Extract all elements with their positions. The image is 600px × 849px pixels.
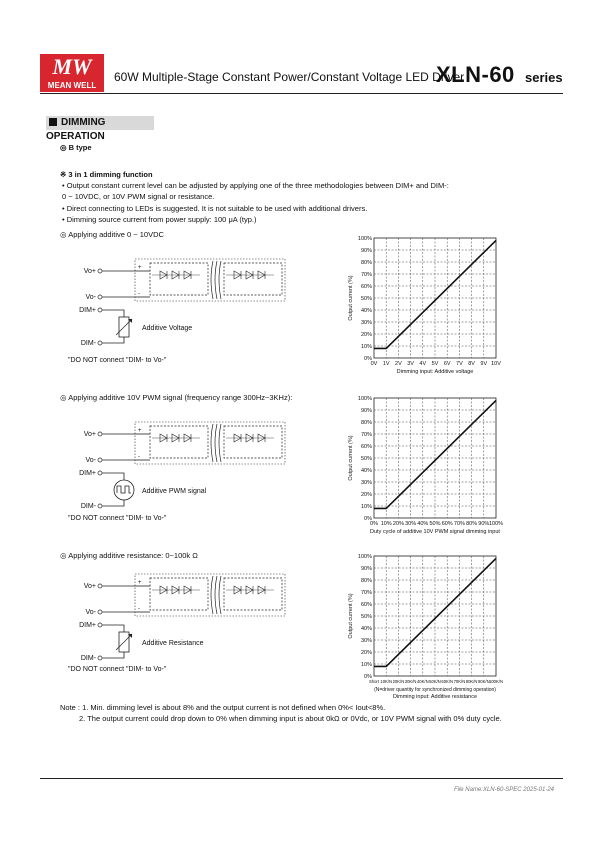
y-tick-label: 30% xyxy=(360,320,372,326)
minus-sign: - xyxy=(138,291,140,297)
vo-plus-label: Vo+ xyxy=(83,583,96,590)
dim-minus-terminal xyxy=(98,656,102,660)
x-tick-label: 1V xyxy=(382,361,390,367)
x-tick-label: 30% xyxy=(405,521,417,527)
plus-sign: + xyxy=(138,580,142,586)
x-tick-label: 3V xyxy=(407,361,414,367)
dim-minus-wire xyxy=(102,337,124,343)
x-tick-label: 60K/N xyxy=(441,679,454,684)
panel3-circuit xyxy=(60,570,300,665)
file-footer: File Name:XLN-60-SPEC 2025-01-24 xyxy=(453,787,554,793)
x-tick-label: 90% xyxy=(478,521,490,527)
y-tick-label: 60% xyxy=(360,602,372,608)
x-tick-label: 40K/N xyxy=(416,679,429,684)
header-rule xyxy=(40,93,563,94)
x-tick-label: 80% xyxy=(466,521,478,527)
x-tick-label: 30K/N xyxy=(404,679,417,684)
dim-plus-terminal xyxy=(98,623,102,627)
pwm-wave-icon xyxy=(117,486,131,493)
x-tick-label: 7V xyxy=(456,361,463,367)
break-mark-icon xyxy=(211,576,221,614)
vo-minus-terminal xyxy=(98,295,102,299)
logo-text: MEAN WELL xyxy=(47,81,97,90)
panel1-note: "DO NOT connect "DIM- to Vo-" xyxy=(68,357,167,364)
vo-plus-terminal xyxy=(98,584,102,588)
dim-minus-wire xyxy=(102,500,124,506)
y-tick-label: 0% xyxy=(364,516,372,522)
x-tick-label: 40% xyxy=(417,521,429,527)
dim-plus-label: DIM+ xyxy=(79,622,96,629)
y-axis-label: Output current (%) xyxy=(348,275,354,321)
source-label: Additive Resistance xyxy=(142,640,204,647)
x-tick-label: 20% xyxy=(392,521,404,527)
y-tick-label: 40% xyxy=(360,468,372,474)
y-tick-label: 60% xyxy=(360,444,372,450)
source-label: Additive Voltage xyxy=(142,325,193,332)
x-tick-label: 10K/N xyxy=(380,679,393,684)
y-tick-label: 90% xyxy=(360,248,372,254)
x-tick-label: 6V xyxy=(443,361,451,367)
dim-plus-label: DIM+ xyxy=(79,307,96,314)
x-tick-label: 50K/N xyxy=(429,679,441,684)
panel3-heading: ◎ Applying additive resistance: 0~100k Ω xyxy=(60,551,198,560)
y-tick-label: 30% xyxy=(360,480,372,486)
dim-minus-terminal xyxy=(98,341,102,345)
x-axis-label: Dimming input: Additive voltage xyxy=(396,369,474,375)
bullet-1: • Output constant current level can be adjusted by applying one of the three methodologies between DIM+ and DIM-: xyxy=(62,181,449,190)
x-tick-label: 80K/N xyxy=(465,679,478,684)
x-axis-note: (N=driver quantity for synchronized dimming operation) xyxy=(374,687,496,693)
x-tick-label: 0V xyxy=(370,361,378,367)
b-type-heading: ◎ B type xyxy=(60,143,92,152)
x-tick-label: 100% xyxy=(488,521,504,527)
vo-minus-label: Vo- xyxy=(85,609,96,616)
section-bullet-icon xyxy=(49,118,57,126)
logo-mark: MW xyxy=(52,54,92,79)
y-tick-label: 100% xyxy=(357,554,372,560)
y-tick-label: 70% xyxy=(360,590,372,596)
x-tick-label: 50% xyxy=(429,521,441,527)
vo-plus-label: Vo+ xyxy=(83,431,96,438)
plus-sign: + xyxy=(138,265,142,271)
panel1-circuit xyxy=(60,255,300,355)
y-axis-label: Output current (%) xyxy=(348,435,354,481)
panel2-circuit xyxy=(60,418,300,513)
panel1-heading: ◎ Applying additive 0 ~ 10VDC xyxy=(60,230,164,239)
y-axis-label: Output current (%) xyxy=(348,593,354,639)
y-tick-label: 10% xyxy=(360,504,372,510)
break-mark-icon xyxy=(211,261,221,299)
series-label: series xyxy=(525,70,563,85)
dim-minus-terminal xyxy=(98,504,102,508)
y-tick-label: 20% xyxy=(360,492,372,498)
dim-plus-wire xyxy=(102,310,124,317)
y-tick-label: 20% xyxy=(360,650,372,656)
x-tick-label: 0% xyxy=(370,521,378,527)
vo-plus-terminal xyxy=(98,269,102,273)
panel1-chart xyxy=(330,230,520,382)
y-tick-label: 90% xyxy=(360,408,372,414)
x-tick-label: Short xyxy=(368,679,380,684)
dim-plus-wire xyxy=(102,625,124,632)
x-tick-label: 4V xyxy=(419,361,427,367)
panel2-note: "DO NOT connect "DIM- to Vo-" xyxy=(68,515,167,522)
section-header xyxy=(46,116,154,142)
y-tick-label: 70% xyxy=(360,432,372,438)
x-tick-label: 70% xyxy=(453,521,465,527)
y-tick-label: 50% xyxy=(360,296,372,302)
y-tick-label: 60% xyxy=(360,284,372,290)
x-tick-label: 100K/N xyxy=(489,679,503,684)
y-tick-label: 40% xyxy=(360,626,372,632)
minus-sign: - xyxy=(138,606,140,612)
x-tick-label: 10% xyxy=(380,521,392,527)
dim-minus-label: DIM- xyxy=(80,340,96,347)
vo-minus-terminal xyxy=(98,610,102,614)
y-tick-label: 80% xyxy=(360,260,372,266)
source-label: Additive PWM signal xyxy=(142,488,207,495)
section-title: DIMMING OPERATION xyxy=(46,117,106,142)
x-axis-label: Dimming input: Additive resistance xyxy=(392,694,478,700)
x-tick-label: 70K/N xyxy=(453,679,466,684)
y-tick-label: 100% xyxy=(357,396,372,402)
dim-plus-wire xyxy=(102,473,124,480)
minus-sign: - xyxy=(138,454,140,460)
document-title: 60W Multiple-Stage Constant Power/Constant Voltage LED Driver xyxy=(114,70,465,84)
y-tick-label: 30% xyxy=(360,638,372,644)
plus-sign: + xyxy=(138,428,142,434)
footer-rule xyxy=(40,778,563,779)
y-tick-label: 10% xyxy=(360,662,372,668)
dim-minus-label: DIM- xyxy=(80,503,96,510)
y-tick-label: 20% xyxy=(360,332,372,338)
panel3-note: "DO NOT connect "DIM- to Vo-" xyxy=(68,666,167,673)
break-mark-icon xyxy=(211,424,221,462)
vo-minus-terminal xyxy=(98,458,102,462)
bullet-2: • Direct connecting to LEDs is suggested. It is not suitable to be used with additional drivers. xyxy=(62,204,368,213)
x-tick-label: 5V xyxy=(431,361,439,367)
y-tick-label: 0% xyxy=(364,356,372,362)
adjust-arrow-icon xyxy=(116,319,132,335)
y-tick-label: 90% xyxy=(360,566,372,572)
dim-minus-label: DIM- xyxy=(80,655,96,662)
y-tick-label: 50% xyxy=(360,456,372,462)
dim-plus-terminal xyxy=(98,471,102,475)
adjust-arrow-icon xyxy=(116,634,132,650)
y-tick-label: 70% xyxy=(360,272,372,278)
x-tick-label: 20K/N xyxy=(392,679,405,684)
y-tick-label: 40% xyxy=(360,308,372,314)
panel2-chart xyxy=(330,390,520,542)
bullet-1b: 0 ~ 10VDC, or 10V PWM signal or resistance. xyxy=(62,192,215,201)
vo-plus-label: Vo+ xyxy=(83,268,96,275)
x-tick-label: 9V xyxy=(480,361,488,367)
panel2-heading: ◎ Applying additive 10V PWM signal (frequency range 300Hz~3KHz): xyxy=(60,393,293,402)
x-tick-label: 10V xyxy=(491,361,501,367)
x-tick-label: 60% xyxy=(441,521,453,527)
vo-minus-label: Vo- xyxy=(85,294,96,301)
y-tick-label: 0% xyxy=(364,674,372,680)
y-tick-label: 10% xyxy=(360,344,372,350)
note-1: Note : 1. Min. dimming level is about 8% and the output current is not defined when 0%< Iout<8%. xyxy=(60,703,386,712)
note-2: 2. The output current could drop down to 0% when dimming input is about 0kΩ or 0Vdc, or 10V PWM signal with 0% duty cycle. xyxy=(79,714,502,723)
bullet-3: • Dimming source current from power supply: 100 μA (typ.) xyxy=(62,215,257,224)
dim-minus-wire xyxy=(102,652,124,658)
y-tick-label: 80% xyxy=(360,578,372,584)
vo-plus-terminal xyxy=(98,432,102,436)
dim-plus-terminal xyxy=(98,308,102,312)
y-tick-label: 80% xyxy=(360,420,372,426)
model-name: XLN-60 xyxy=(436,62,515,87)
vo-minus-label: Vo- xyxy=(85,457,96,464)
y-tick-label: 100% xyxy=(357,236,372,242)
y-tick-label: 50% xyxy=(360,614,372,620)
x-tick-label: 2V xyxy=(395,361,402,367)
x-tick-label: 8V xyxy=(468,361,475,367)
x-tick-label: 90K/N xyxy=(477,679,490,684)
function-heading: ※ 3 in 1 dimming function xyxy=(60,170,153,179)
dim-plus-label: DIM+ xyxy=(79,470,96,477)
x-axis-label: Duty cycle of additive 10V PWM signal dimming input xyxy=(370,529,500,535)
